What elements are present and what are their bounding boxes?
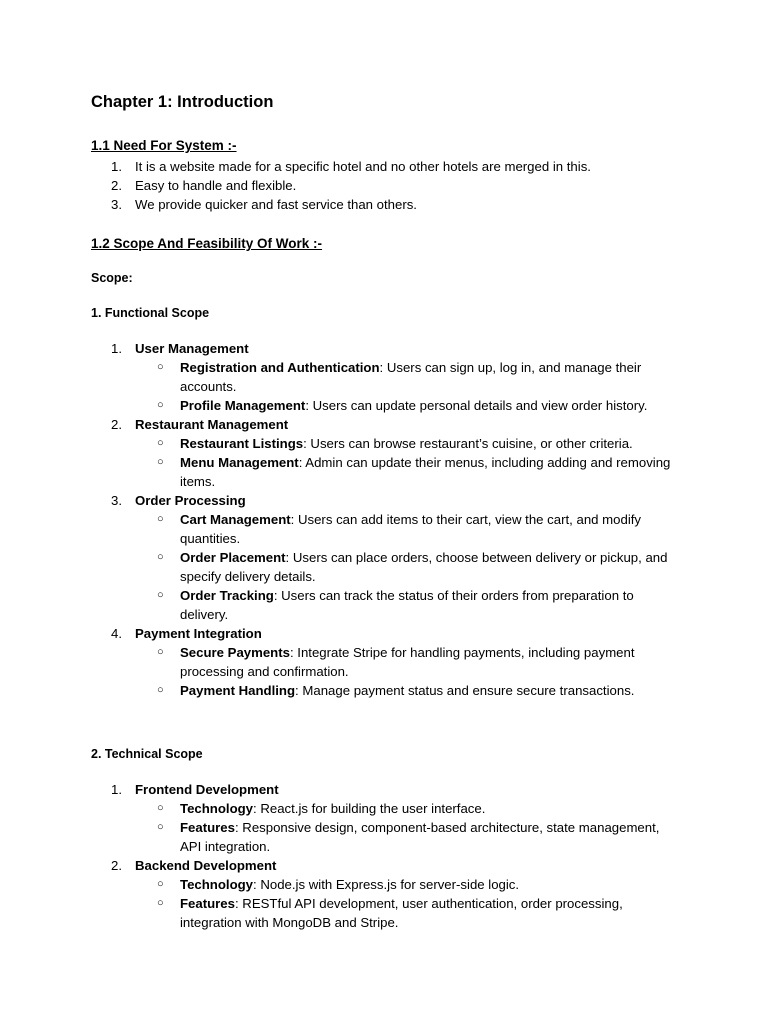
list-item-title: Order Processing — [135, 493, 246, 508]
sub-list — [135, 875, 675, 932]
sub-item-term: Order Placement — [180, 550, 286, 565]
sub-item-desc: : Users can place orders, choose between delivery or pickup, and specify delivery details. — [180, 550, 668, 584]
list-item-title: Backend Development — [135, 858, 277, 873]
sub-item-desc: : Node.js with Express.js for server-side logic. — [253, 877, 520, 892]
sub-item-term: Features — [180, 896, 235, 911]
sub-item-term: Technology — [180, 801, 254, 816]
list-item — [0, 195, 675, 214]
sub-item-term: Payment Handling — [180, 683, 296, 698]
sub-item-desc: : RESTful API development, user authentication, order processing, integration with MongoDB and Stripe. — [180, 896, 623, 930]
sub-item-term: Secure Payments — [180, 645, 290, 660]
list-item-title: User Management — [135, 341, 249, 356]
sub-list-item — [135, 894, 675, 932]
technical-scope-heading: 2. Technical Scope — [91, 747, 203, 761]
list-item-title: Frontend Development — [135, 782, 279, 797]
list-item — [0, 780, 675, 856]
sub-item-term: Features — [180, 820, 235, 835]
sub-list — [135, 799, 675, 856]
sub-item-desc: : Admin can update their menus, including adding and removing items. — [180, 455, 671, 489]
sub-list-item — [135, 681, 675, 700]
need-for-system-list — [0, 157, 675, 214]
list-item — [0, 491, 675, 624]
list-item — [0, 624, 675, 700]
section-heading-need-for-system: 1.1 Need For System :- — [91, 138, 237, 153]
list-number: 1. — [111, 782, 122, 797]
functional-scope-heading: 1. Functional Scope — [91, 306, 210, 320]
sub-list — [135, 510, 675, 624]
list-item-text: Easy to handle and flexible. — [135, 178, 297, 193]
sub-item-term: Restaurant Listings — [180, 436, 304, 451]
sub-list-item — [135, 396, 675, 415]
chapter-title: Chapter 1: Introduction — [91, 93, 274, 111]
sub-list-item — [135, 799, 675, 818]
sub-item-desc: : React.js for building the user interface. — [253, 801, 486, 816]
sub-item-desc: : Users can add items to their cart, view the cart, and modify quantities. — [180, 512, 642, 546]
list-item-title: Restaurant Management — [135, 417, 289, 432]
sub-list-item — [135, 548, 675, 586]
list-number: 1. — [111, 159, 122, 174]
functional-scope-list — [0, 339, 675, 700]
list-item — [0, 856, 675, 932]
sub-item-desc: : Users can track the status of their orders from preparation to delivery. — [180, 588, 634, 622]
sub-item-desc: : Users can sign up, log in, and manage their accounts. — [180, 360, 642, 394]
list-number: 3. — [111, 493, 122, 508]
sub-list-item — [135, 875, 675, 894]
list-item-text: It is a website made for a specific hotel and no other hotels are merged in this. — [135, 159, 591, 174]
list-item-title: Payment Integration — [135, 626, 262, 641]
sub-list-item — [135, 434, 675, 453]
list-number: 2. — [111, 178, 122, 193]
sub-list-item — [135, 586, 675, 624]
sub-item-desc: : Users can browse restaurant’s cuisine, or other criteria. — [303, 436, 633, 451]
sub-item-term: Cart Management — [180, 512, 291, 527]
sub-list-item — [135, 643, 675, 681]
sub-list-item — [135, 358, 675, 396]
sub-item-desc: : Users can update personal details and view order history. — [305, 398, 648, 413]
list-item — [0, 157, 675, 176]
sub-item-term: Technology — [180, 877, 254, 892]
list-item — [0, 415, 675, 491]
sub-list — [135, 358, 675, 415]
list-item — [0, 176, 675, 195]
sub-list-item — [135, 818, 675, 856]
list-number: 2. — [111, 858, 122, 873]
sub-item-desc: : Responsive design, component-based architecture, state management, API integration. — [180, 820, 660, 854]
sub-item-term: Order Tracking — [180, 588, 274, 603]
sub-item-desc: : Manage payment status and ensure secure transactions. — [295, 683, 635, 698]
sub-list-item — [135, 453, 675, 491]
list-number: 2. — [111, 417, 122, 432]
technical-scope-list — [0, 780, 675, 932]
list-number: 3. — [111, 197, 122, 212]
sub-item-term: Registration and Authentication — [180, 360, 380, 375]
sub-item-term: Menu Management — [180, 455, 299, 470]
sub-item-term: Profile Management — [180, 398, 306, 413]
list-number: 4. — [111, 626, 122, 641]
section-heading-scope-feasibility: 1.2 Scope And Feasibility Of Work :- — [91, 236, 323, 251]
sub-list — [135, 434, 675, 491]
scope-label: Scope: — [91, 271, 133, 285]
sub-item-desc: : Integrate Stripe for handling payments, including payment processing and confirmation. — [180, 645, 635, 679]
sub-list-item — [135, 510, 675, 548]
list-item — [0, 339, 675, 415]
sub-list — [135, 643, 675, 700]
list-number: 1. — [111, 341, 122, 356]
list-item-text: We provide quicker and fast service than others. — [135, 197, 417, 212]
